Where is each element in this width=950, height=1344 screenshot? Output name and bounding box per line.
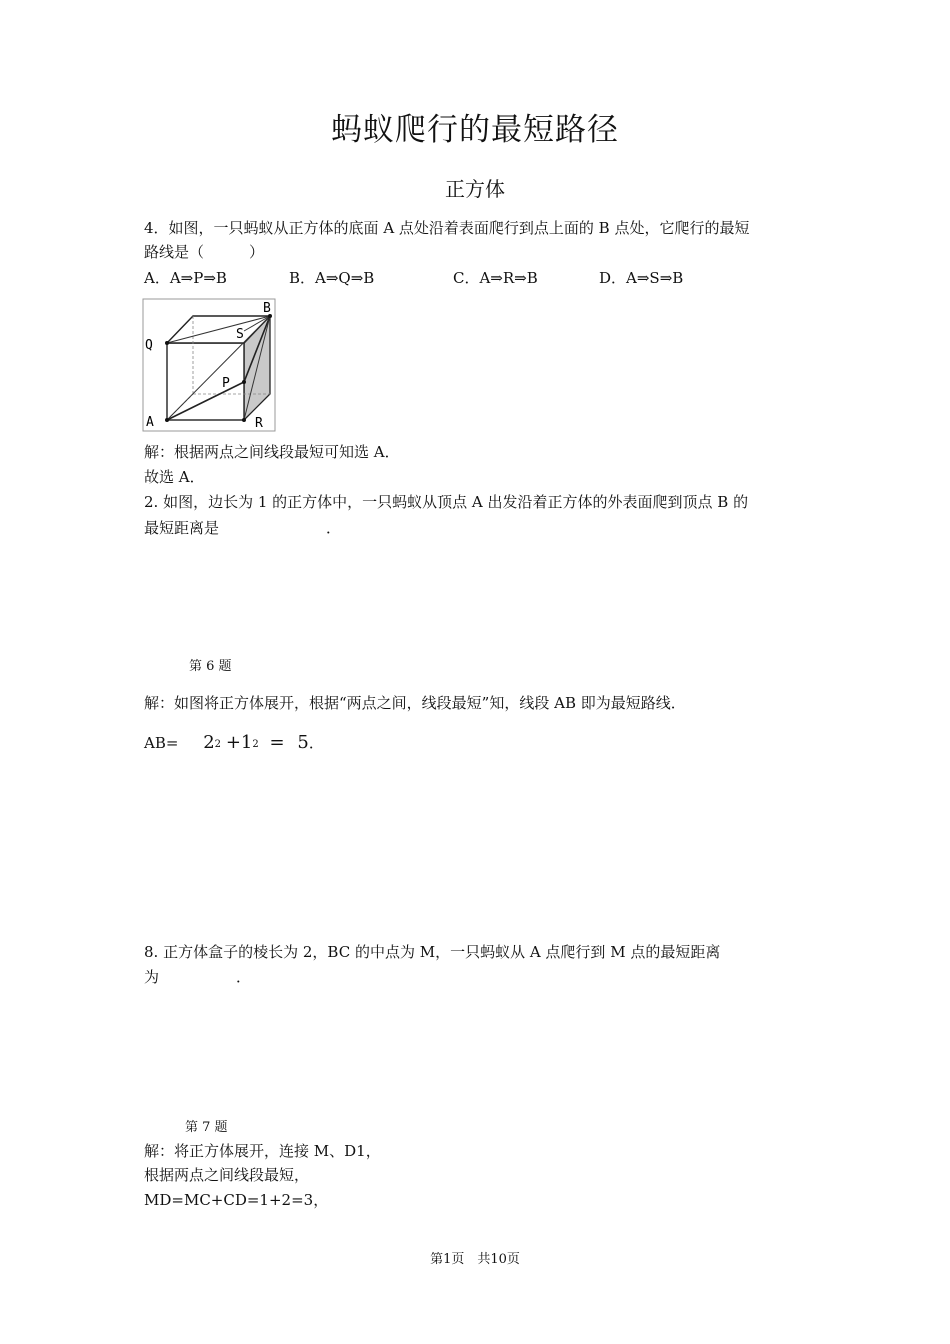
q2-text-line2: 最短距离是 [144, 519, 220, 537]
ab-base2: 1 [240, 732, 253, 753]
q2-text-line1: 2. 如图，边长为 1 的正方体中，一只蚂蚁从顶点 A 出发沿着正方体的外表面爬到顶点 B 的 [144, 493, 749, 511]
q8-blank-end: ． [236, 968, 252, 986]
q4-text-line2: 路线是（ ） [144, 243, 265, 261]
ab-label: AB= [144, 734, 179, 752]
q8-solution-line2: 根据两点之间线段最短， [144, 1166, 310, 1184]
ab-exp2: 2 [252, 739, 259, 750]
q2-blank-end: ． [326, 519, 342, 537]
label-s: S [236, 327, 244, 342]
cube-figure [142, 298, 276, 432]
q4-option-d: D．A⇒S⇒B [599, 269, 684, 287]
label-r: R [255, 416, 263, 431]
q8-figure-caption: 第 7 题 [185, 1120, 228, 1135]
page-footer: 第1页 共10页 [430, 1252, 520, 1267]
q2-ab-formula [144, 732, 324, 757]
ab-base1: 2 [203, 732, 215, 753]
q8-text-line2: 为 [144, 968, 160, 986]
ab-equals: = [269, 732, 285, 753]
cube-diagram [142, 298, 276, 432]
ab-result: 5 [297, 732, 309, 753]
q4-options [144, 267, 844, 289]
q8-text-line1: 8. 正方体盒子的棱长为 2，BC 的中点为 M，一只蚂蚁从 A 点爬行到 M 点的最短距离 [144, 943, 721, 961]
label-p: P [222, 376, 230, 391]
label-a: A [146, 415, 154, 430]
q4-option-a: A．A⇒P⇒B [144, 269, 227, 287]
q2-solution: 解：如图将正方体展开，根据“两点之间，线段最短”知，线段 AB 即为最短路线． [144, 694, 686, 712]
q8-solution-line1: 解：将正方体展开，连接 M、D1， [144, 1142, 381, 1160]
label-b: B [263, 301, 271, 316]
q4-text-line1: 4．如图，一只蚂蚁从正方体的底面 A 点处沿着表面爬行到点上面的 B 点处，它爬行的最短 [144, 219, 750, 237]
label-q: Q [145, 338, 153, 353]
q8-solution-line3: MD=MC+CD=1+2=3， [144, 1191, 329, 1209]
q4-option-b: B．A⇒Q⇒B [289, 269, 375, 287]
q2-figure-caption: 第 6 题 [189, 659, 232, 674]
page-title: 蚂蚁爬行的最短路径 [331, 112, 619, 148]
q4-option-c: C．A⇒R⇒B [453, 269, 538, 287]
ab-end: ． [308, 734, 324, 752]
ab-exp1: 2 [214, 739, 222, 750]
q4-solution-line2: 故选 A． [144, 468, 205, 486]
q4-solution-line1: 解：根据两点之间线段最短可知选 A． [144, 443, 400, 461]
section-subtitle: 正方体 [445, 177, 505, 201]
ab-plus: + [225, 732, 241, 753]
